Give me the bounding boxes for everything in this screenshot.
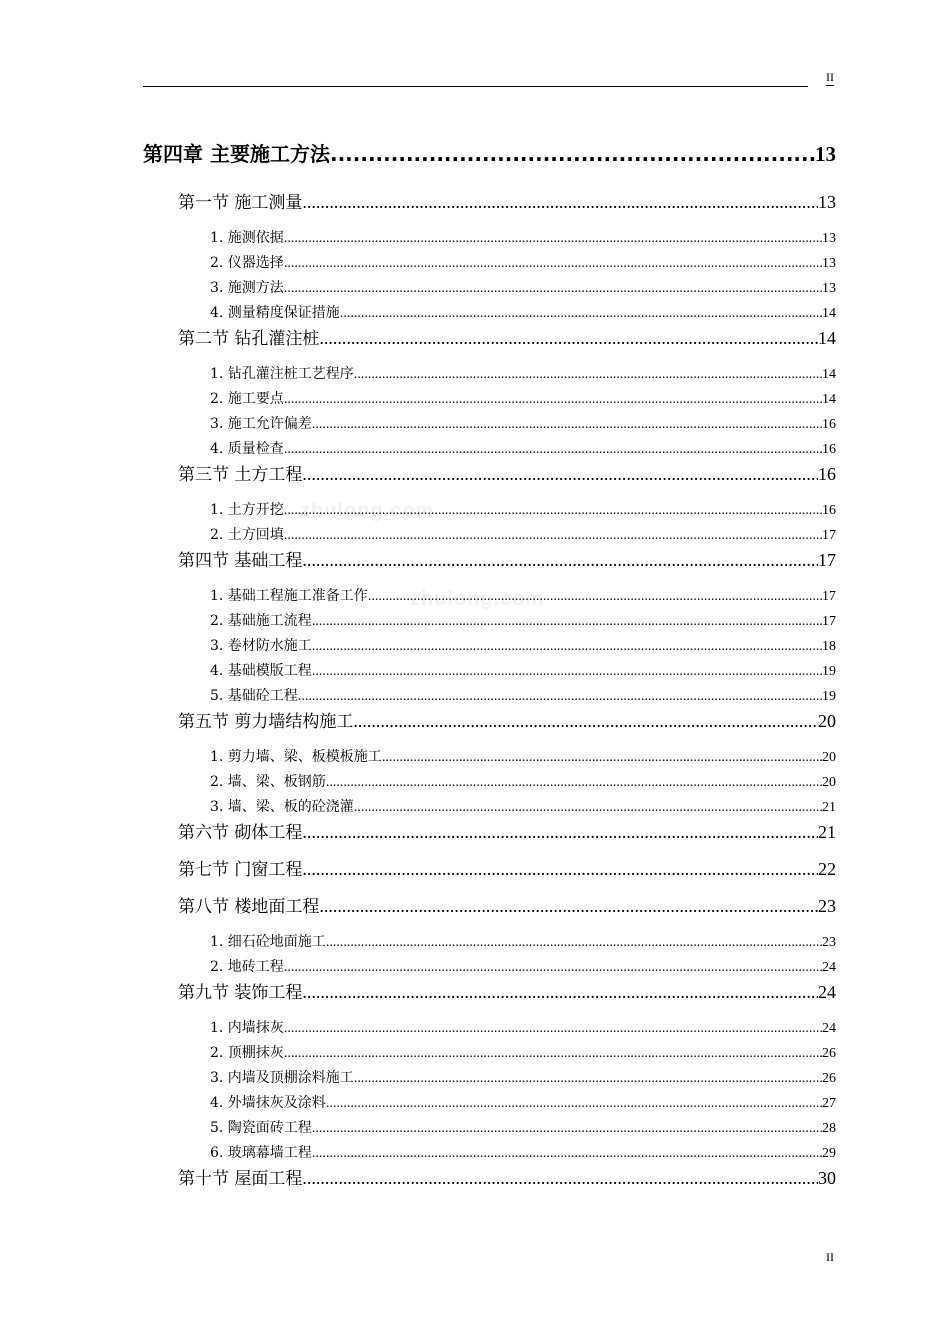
header-page-number: II — [826, 70, 834, 84]
toc-title: 2. 土方回填 — [210, 527, 284, 543]
toc-subsection[interactable] — [210, 1117, 836, 1137]
toc-page-number: 21 — [822, 800, 836, 815]
toc-subsection[interactable] — [210, 1042, 836, 1062]
toc-dot-leader — [302, 464, 818, 485]
toc-title: 1. 剪力墙、梁、板模板施工 — [210, 749, 382, 765]
toc-dot-leader — [284, 528, 822, 544]
toc-subsection[interactable] — [210, 771, 836, 791]
toc-section[interactable] — [178, 460, 836, 485]
toc-subsection[interactable] — [210, 277, 836, 297]
toc-dot-leader — [326, 1096, 822, 1112]
toc-title: 4. 外墙抹灰及涂料 — [210, 1095, 326, 1111]
toc-title: 第八节 楼地面工程 — [178, 897, 320, 917]
toc-title: 4. 质量检查 — [210, 441, 284, 457]
toc-subsection[interactable] — [210, 227, 836, 247]
toc-page-number: 26 — [822, 1071, 836, 1086]
toc-section[interactable] — [178, 978, 836, 1003]
toc-page-number: 24 — [822, 1021, 836, 1036]
toc-page-number: 24 — [822, 960, 836, 975]
toc-page-number: 20 — [818, 711, 836, 731]
toc-dot-leader — [284, 1021, 822, 1037]
toc-dot-leader — [284, 256, 822, 272]
toc-title: 6. 玻璃幕墙工程 — [210, 1145, 312, 1161]
toc-title: 3. 内墙及顶棚涂料施工 — [210, 1070, 354, 1086]
toc-title: 2. 仪器选择 — [210, 255, 284, 271]
toc-dot-leader — [340, 306, 822, 322]
toc-title: 1. 内墙抹灰 — [210, 1020, 284, 1036]
toc-page-number: 17 — [822, 528, 836, 543]
toc-title: 2. 施工要点 — [210, 391, 284, 407]
watermark-2: zhulong.com — [410, 588, 545, 610]
toc-title: 第十节 屋面工程 — [178, 1169, 303, 1189]
toc-page-number: 18 — [822, 639, 836, 654]
toc-title: 2. 顶棚抹灰 — [210, 1045, 284, 1061]
toc-dot-leader — [284, 960, 822, 976]
toc-chapter[interactable] — [143, 138, 836, 167]
toc-page-number: 17 — [818, 550, 836, 570]
toc-dot-leader — [302, 982, 818, 1003]
toc-dot-leader — [354, 1071, 822, 1087]
toc-dot-leader — [368, 589, 822, 605]
toc-page-number: 20 — [822, 775, 836, 790]
toc-subsection[interactable] — [210, 956, 836, 976]
toc-subsection[interactable] — [210, 685, 836, 705]
toc-dot-leader — [382, 750, 822, 766]
toc-dot-leader — [298, 689, 822, 705]
toc-dot-leader — [284, 231, 822, 247]
toc-title: 2. 墙、梁、板钢筋 — [210, 774, 326, 790]
toc-page-number: 19 — [822, 689, 836, 704]
toc-page-number: 14 — [818, 328, 836, 348]
toc-dot-leader — [312, 639, 822, 655]
toc-title: 1. 钻孔灌注桩工艺程序 — [210, 366, 354, 382]
toc-subsection[interactable] — [210, 796, 836, 816]
toc-title: 4. 基础模版工程 — [210, 663, 312, 679]
toc-title: 第五节 剪力墙结构施工 — [178, 712, 354, 732]
toc-page-number: 17 — [822, 589, 836, 604]
toc-title: 3. 卷材防水施工 — [210, 638, 312, 654]
toc-subsection[interactable] — [210, 438, 836, 458]
toc-title: 第六节 砌体工程 — [178, 823, 303, 843]
toc-dot-leader — [302, 192, 818, 213]
toc-subsection[interactable] — [210, 746, 836, 766]
toc-title: 5. 陶瓷面砖工程 — [210, 1120, 312, 1136]
toc-title: 第四章 主要施工方法 — [143, 142, 330, 166]
toc-title: 4. 测量精度保证措施 — [210, 305, 340, 321]
toc-section[interactable] — [178, 892, 836, 917]
toc-page-number: 26 — [822, 1046, 836, 1061]
header-rule — [143, 86, 808, 87]
footer-page-number: II — [826, 1250, 834, 1264]
toc-page-number: 29 — [822, 1146, 836, 1161]
toc-dot-leader — [284, 503, 822, 519]
toc-title: 第四节 基础工程 — [178, 551, 303, 571]
toc-dot-leader — [284, 392, 822, 408]
toc-page-number: 23 — [818, 896, 836, 916]
toc-subsection[interactable] — [210, 363, 836, 383]
toc-subsection[interactable] — [210, 499, 836, 519]
toc-page-number: 13 — [822, 231, 836, 246]
toc-dot-leader — [302, 1168, 818, 1189]
toc-subsection[interactable] — [210, 388, 836, 408]
toc-dot-leader — [284, 1046, 822, 1062]
toc-title: 第二节 钻孔灌注桩 — [178, 329, 320, 349]
toc-section[interactable] — [178, 707, 836, 732]
toc-page-number: 22 — [818, 859, 836, 879]
toc-title: 第九节 装饰工程 — [178, 983, 303, 1003]
toc-page-number: 13 — [818, 192, 836, 212]
toc-title: 5. 基础砼工程 — [210, 688, 298, 704]
toc-dot-leader — [302, 822, 818, 843]
toc-subsection[interactable] — [210, 660, 836, 680]
toc-page-number: 19 — [822, 664, 836, 679]
toc-subsection[interactable] — [210, 524, 836, 544]
toc-subsection[interactable] — [210, 252, 836, 272]
toc-page-number: 24 — [818, 982, 836, 1002]
toc-dot-leader — [326, 775, 822, 791]
toc-subsection[interactable] — [210, 585, 836, 605]
toc-dot-leader — [284, 281, 822, 297]
toc-page-number: 30 — [818, 1168, 836, 1188]
toc-subsection[interactable] — [210, 1067, 836, 1087]
toc-dot-leader — [312, 417, 822, 433]
toc-subsection[interactable] — [210, 413, 836, 433]
toc-page-number: 17 — [822, 614, 836, 629]
toc-subsection[interactable] — [210, 931, 836, 951]
toc-page-number: 28 — [822, 1121, 836, 1136]
toc-page-number: 14 — [822, 306, 836, 321]
toc-dot-leader — [319, 328, 818, 349]
toc-page-number: 13 — [822, 281, 836, 296]
toc-title: 第一节 施工测量 — [178, 193, 303, 213]
toc-page-number: 16 — [818, 464, 836, 484]
toc-title: 3. 施测方法 — [210, 280, 284, 296]
toc-dot-leader — [312, 1121, 822, 1137]
toc-page-number: 21 — [818, 822, 836, 842]
toc-page-number: 16 — [822, 442, 836, 457]
toc-page-number: 14 — [822, 367, 836, 382]
toc-title: 3. 墙、梁、板的砼浇灌 — [210, 799, 354, 815]
toc-dot-leader — [312, 1146, 822, 1162]
toc-dot-leader — [312, 614, 822, 630]
toc-dot-leader — [330, 142, 815, 166]
toc-page-number: 13 — [815, 142, 836, 166]
toc-subsection[interactable] — [210, 1142, 836, 1162]
toc-section[interactable] — [178, 855, 836, 880]
toc-title: 2. 基础施工流程 — [210, 613, 312, 629]
toc-dot-leader — [354, 367, 822, 383]
toc-dot-leader — [326, 935, 822, 951]
toc-dot-leader — [354, 800, 822, 816]
toc-section[interactable] — [178, 188, 836, 213]
toc-section[interactable] — [178, 1164, 836, 1189]
toc-subsection[interactable] — [210, 1092, 836, 1112]
toc-dot-leader — [319, 896, 818, 917]
toc-page-number: 13 — [822, 256, 836, 271]
toc-title: 2. 地砖工程 — [210, 959, 284, 975]
toc-section[interactable] — [178, 324, 836, 349]
toc-title: 1. 基础工程施工准备工作 — [210, 588, 368, 604]
toc-page-number: 27 — [822, 1096, 836, 1111]
toc-subsection[interactable] — [210, 302, 836, 322]
toc-dot-leader — [302, 550, 818, 571]
toc-page-number: 20 — [822, 750, 836, 765]
toc-subsection[interactable] — [210, 610, 836, 630]
toc-dot-leader — [284, 442, 822, 458]
toc-title: 第七节 门窗工程 — [178, 860, 303, 880]
watermark-1: zhulong.com — [300, 500, 435, 522]
toc-page-number: 16 — [822, 417, 836, 432]
toc-title: 第三节 土方工程 — [178, 465, 303, 485]
toc-subsection[interactable] — [210, 635, 836, 655]
toc-page-number: 14 — [822, 392, 836, 407]
toc-page-number: 23 — [822, 935, 836, 950]
toc-dot-leader — [353, 711, 818, 732]
toc-dot-leader — [312, 664, 822, 680]
toc-page-number: 16 — [822, 503, 836, 518]
toc-title: 1. 施测依据 — [210, 230, 284, 246]
toc-title: 1. 细石砼地面施工 — [210, 934, 326, 950]
toc-subsection[interactable] — [210, 1017, 836, 1037]
toc-title: 3. 施工允许偏差 — [210, 416, 312, 432]
toc-title: 1. 土方开挖 — [210, 502, 284, 518]
toc-dot-leader — [302, 859, 818, 880]
toc-section[interactable] — [178, 818, 836, 843]
toc-section[interactable] — [178, 546, 836, 571]
